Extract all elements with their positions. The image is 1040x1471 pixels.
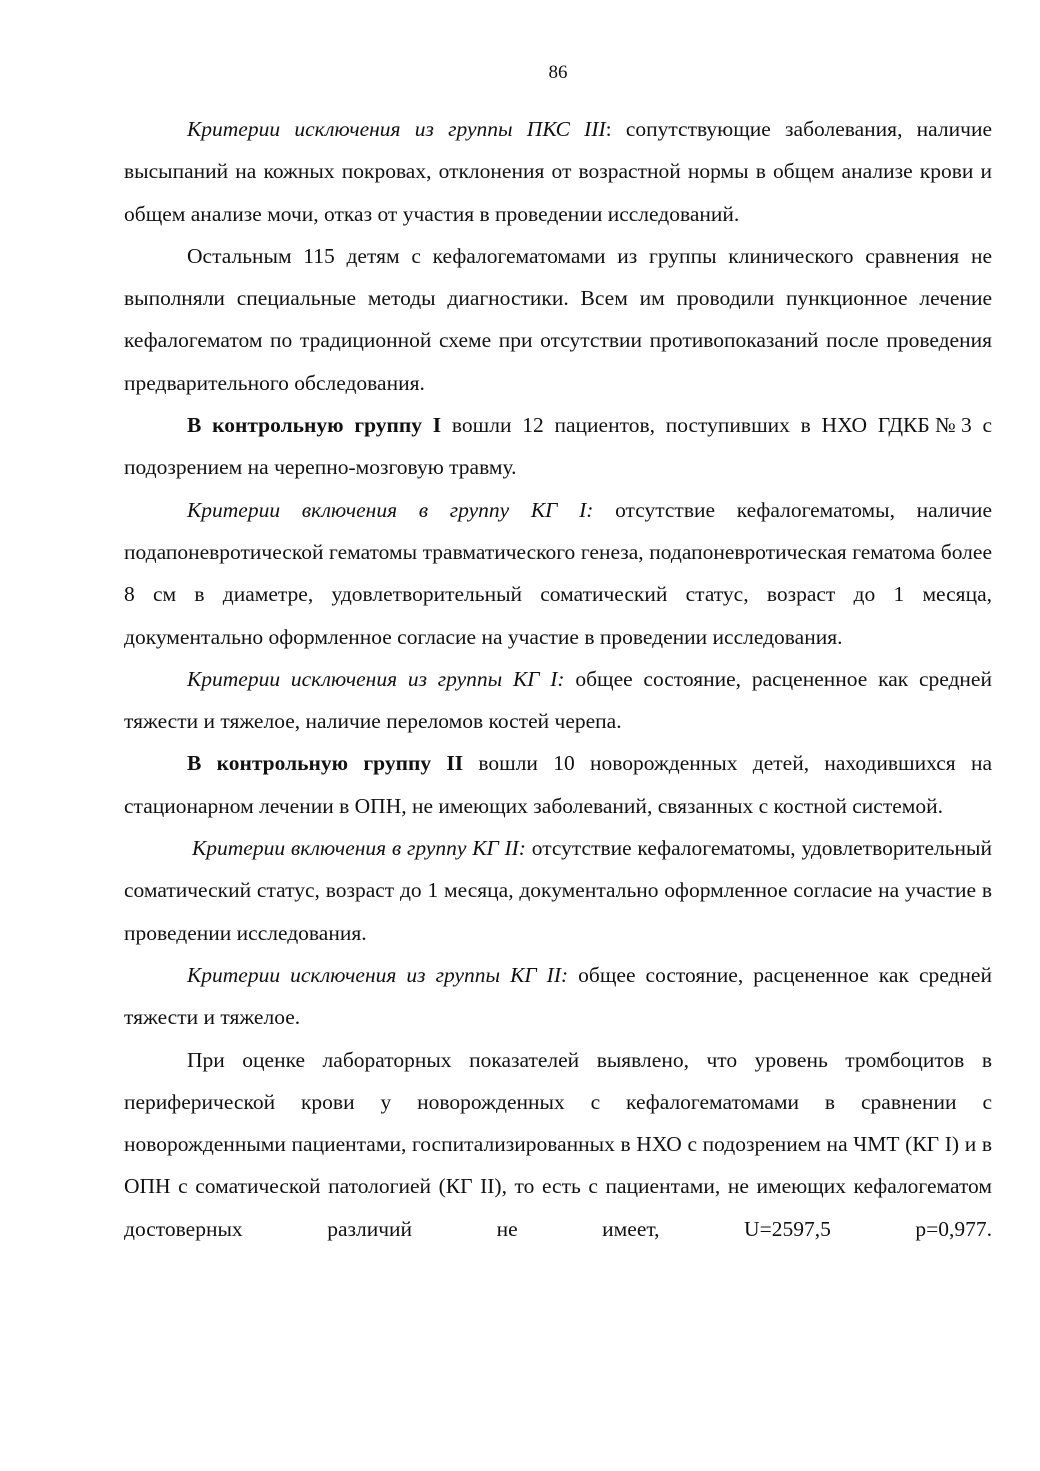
paragraph-lead-bold: В контрольную группу II [187,751,464,776]
paragraph-text: : сопутствующие заболевания, наличие высыпаний на кожных покровах, отклонения от возрастной нормы в общем анализе крови и общем анализе мочи, отказ от участия в проведении исследований. [124,117,992,226]
paragraph-text: отсутствие кефалогематомы, удовлетворительный соматический статус, возраст до 1 месяца, документально оформленное согласие на участие в проведении исследования. [124,836,993,945]
paragraph-text: вошли 10 новорожденных детей, находившихся на стационарном лечении в ОПН, не имеющих заболеваний, связанных с костной системой. [124,751,992,818]
paragraph-text: общее состояние, расцененное как средней тяжести и тяжелое. [124,962,992,1030]
paragraph-clinical-comparison [124,235,992,404]
paragraph-text: Остальным 115 детям с кефалогематомами из группы клинического сравнения не выполняли специальные методы диагностики. Всем им проводили пункционное лечение кефалогематом по традиционной схеме при отсутствии противопоказаний после проведения предварительного обследования. [124,243,992,395]
paragraph-control-group-2 [124,742,992,827]
page-number: 86 [548,62,568,83]
paragraph-exclusion-kg-i [124,658,992,743]
paragraph-inclusion-kg-ii [124,827,992,954]
paragraph-control-group-1 [124,404,992,489]
paragraph-lead-italic: Критерии исключения из группы КГ I: [187,666,565,691]
paragraph-lead-bold: В контрольную группу I [187,413,442,438]
paragraph-text: отсутствие кефалогематомы, наличие подапоневротической гематомы травматического генеза, подапоневротическая гематома более 8 см в диаметре, удовлетворительный соматический статус, возраст до 1 месяца, документально оформленное согласие на участие в проведении исследования. [124,497,992,649]
paragraph-text: При оценке лабораторных показателей выявлено, что уровень тромбоцитов в периферической крови у новорожденных с кефалогематомами в сравнении с новорожденными пациентами, госпитализированных в НХО с подозрением на ЧМТ (КГ I) и в ОПН с соматической патологией (КГ II), то есть с пациентами, не имеющих кефалогематом достоверных различий не имеет, U=2597,5 p=0,977. [124,1047,992,1241]
paragraph-text: вошли 12 пациентов, поступивших в НХО ГДКБ№3 с подозрением на черепно-мозговую травму. [124,413,992,480]
paragraph-lead-italic: Критерии исключения из группы ПКС III [187,117,606,141]
paragraph-laboratory-findings [124,1039,992,1250]
paragraph-inclusion-kg-i [124,489,992,658]
paragraph-lead-italic: Критерии исключения из группы КГ II: [187,962,569,987]
paragraph-lead-italic: Критерии включения в группу КГ I: [187,497,594,522]
paragraph-lead-italic: Критерии включения в группу КГ II: [192,836,526,861]
paragraph-text: общее состояние, расцененное как средней тяжести и тяжелое, наличие переломов костей черепа. [124,666,992,734]
paragraph-exclusion-pks-iii [124,108,992,235]
document-body [124,108,992,1250]
paragraph-exclusion-kg-ii [124,954,992,1039]
